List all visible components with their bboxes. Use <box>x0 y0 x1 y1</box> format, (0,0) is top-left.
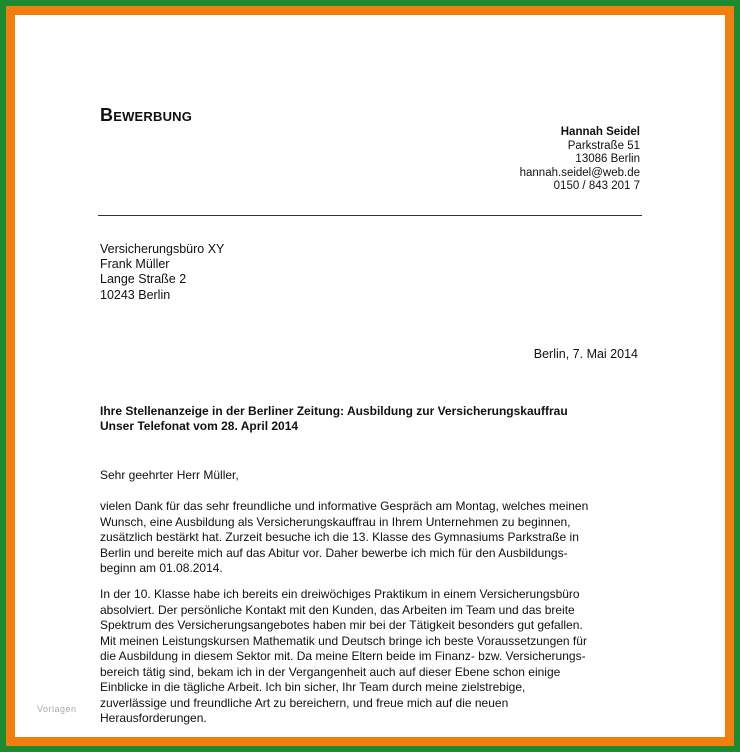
letter-date: Berlin, 7. Mai 2014 <box>533 347 638 361</box>
recipient-company: Versicherungsbüro XY <box>100 242 225 256</box>
recipient-street: Lange Straße 2 <box>100 272 187 287</box>
recipient-block <box>100 242 224 303</box>
document-title: BEWERBUNG <box>100 105 193 125</box>
watermark: Vorlagen <box>37 704 77 714</box>
salutation: Sehr geehrter Herr Müller, <box>100 468 239 482</box>
paragraph-line: Wunsch, eine Ausbildung als Versicherungskauffrau in Ihrem Unternehmen zu beginnen, <box>100 514 571 529</box>
body-paragraph-2 <box>100 587 660 727</box>
paragraph-line: zusätzlich bestärkt hat. Zurzeit besuche ich die 13. Klasse des Gymnasiums Parkstraße in <box>100 530 579 544</box>
subject-line-2: Unser Telefonat vom 28. April 2014 <box>100 418 299 433</box>
recipient-city: 10243 Berlin <box>100 287 171 302</box>
sender-street: Parkstraße 51 <box>567 139 640 152</box>
sender-email: hannah.seidel@web.de <box>519 166 640 179</box>
paragraph-line: Herausforderungen. <box>100 711 207 725</box>
paragraph-line: zuverlässige und freundliche Art zu bereichern, und freue mich auf die neuen <box>100 695 509 710</box>
paragraph-line: beginn am 01.08.2014. <box>100 561 223 575</box>
sender-name: Hannah Seidel <box>560 126 640 138</box>
paragraph-line: Einblicke in die tägliche Arbeit. Ich bin sicher, Ihr Team durch meine zielstrebige, <box>100 680 526 694</box>
subject-block <box>100 404 568 433</box>
body-paragraph-1 <box>100 499 660 577</box>
paragraph-line: absolviert. Der persönliche Kontakt mit den Kunden, das Arbeiten im Team und das breite <box>100 602 575 617</box>
recipient-person: Frank Müller <box>100 257 170 272</box>
paragraph-line: In der 10. Klasse habe ich bereits ein dreiwöchiges Praktikum in einem Versicherungsbüro <box>100 587 580 601</box>
paragraph-line: Mit meinen Leistungskursen Mathematik und Deutsch bringe ich beste Voraussetzungen für <box>100 633 587 648</box>
paragraph-line: Berlin und bereite mich auf das Abitur vor. Daher bewerbe ich mich für den Ausbildungs- <box>100 545 568 560</box>
letter-page <box>15 15 725 737</box>
paragraph-line: Spektrum des Versicherungsangebotes haben mir bei der Tätigkeit besonders gut gefallen. <box>100 618 583 632</box>
sender-block <box>520 126 640 194</box>
paragraph-line: bereich tätig sind, bekam ich in der Vergangenheit auch auf dieser Ebene schon einige <box>100 664 561 679</box>
paragraph-line: vielen Dank für das sehr freundliche und informative Gespräch am Montag, welches meinen <box>100 499 589 513</box>
sender-city: 13086 Berlin <box>575 153 640 166</box>
sender-phone: 0150 / 843 201 7 <box>553 180 640 193</box>
header-divider <box>98 215 642 216</box>
paragraph-line: die Ausbildung in diesem Sektor mit. Da meine Eltern beide im Finanz- bzw. Versicherungs- <box>100 649 586 663</box>
subject-line-1: Ihre Stellenanzeige in der Berliner Zeitung: Ausbildung zur Versicherungskauffrau <box>100 404 568 418</box>
